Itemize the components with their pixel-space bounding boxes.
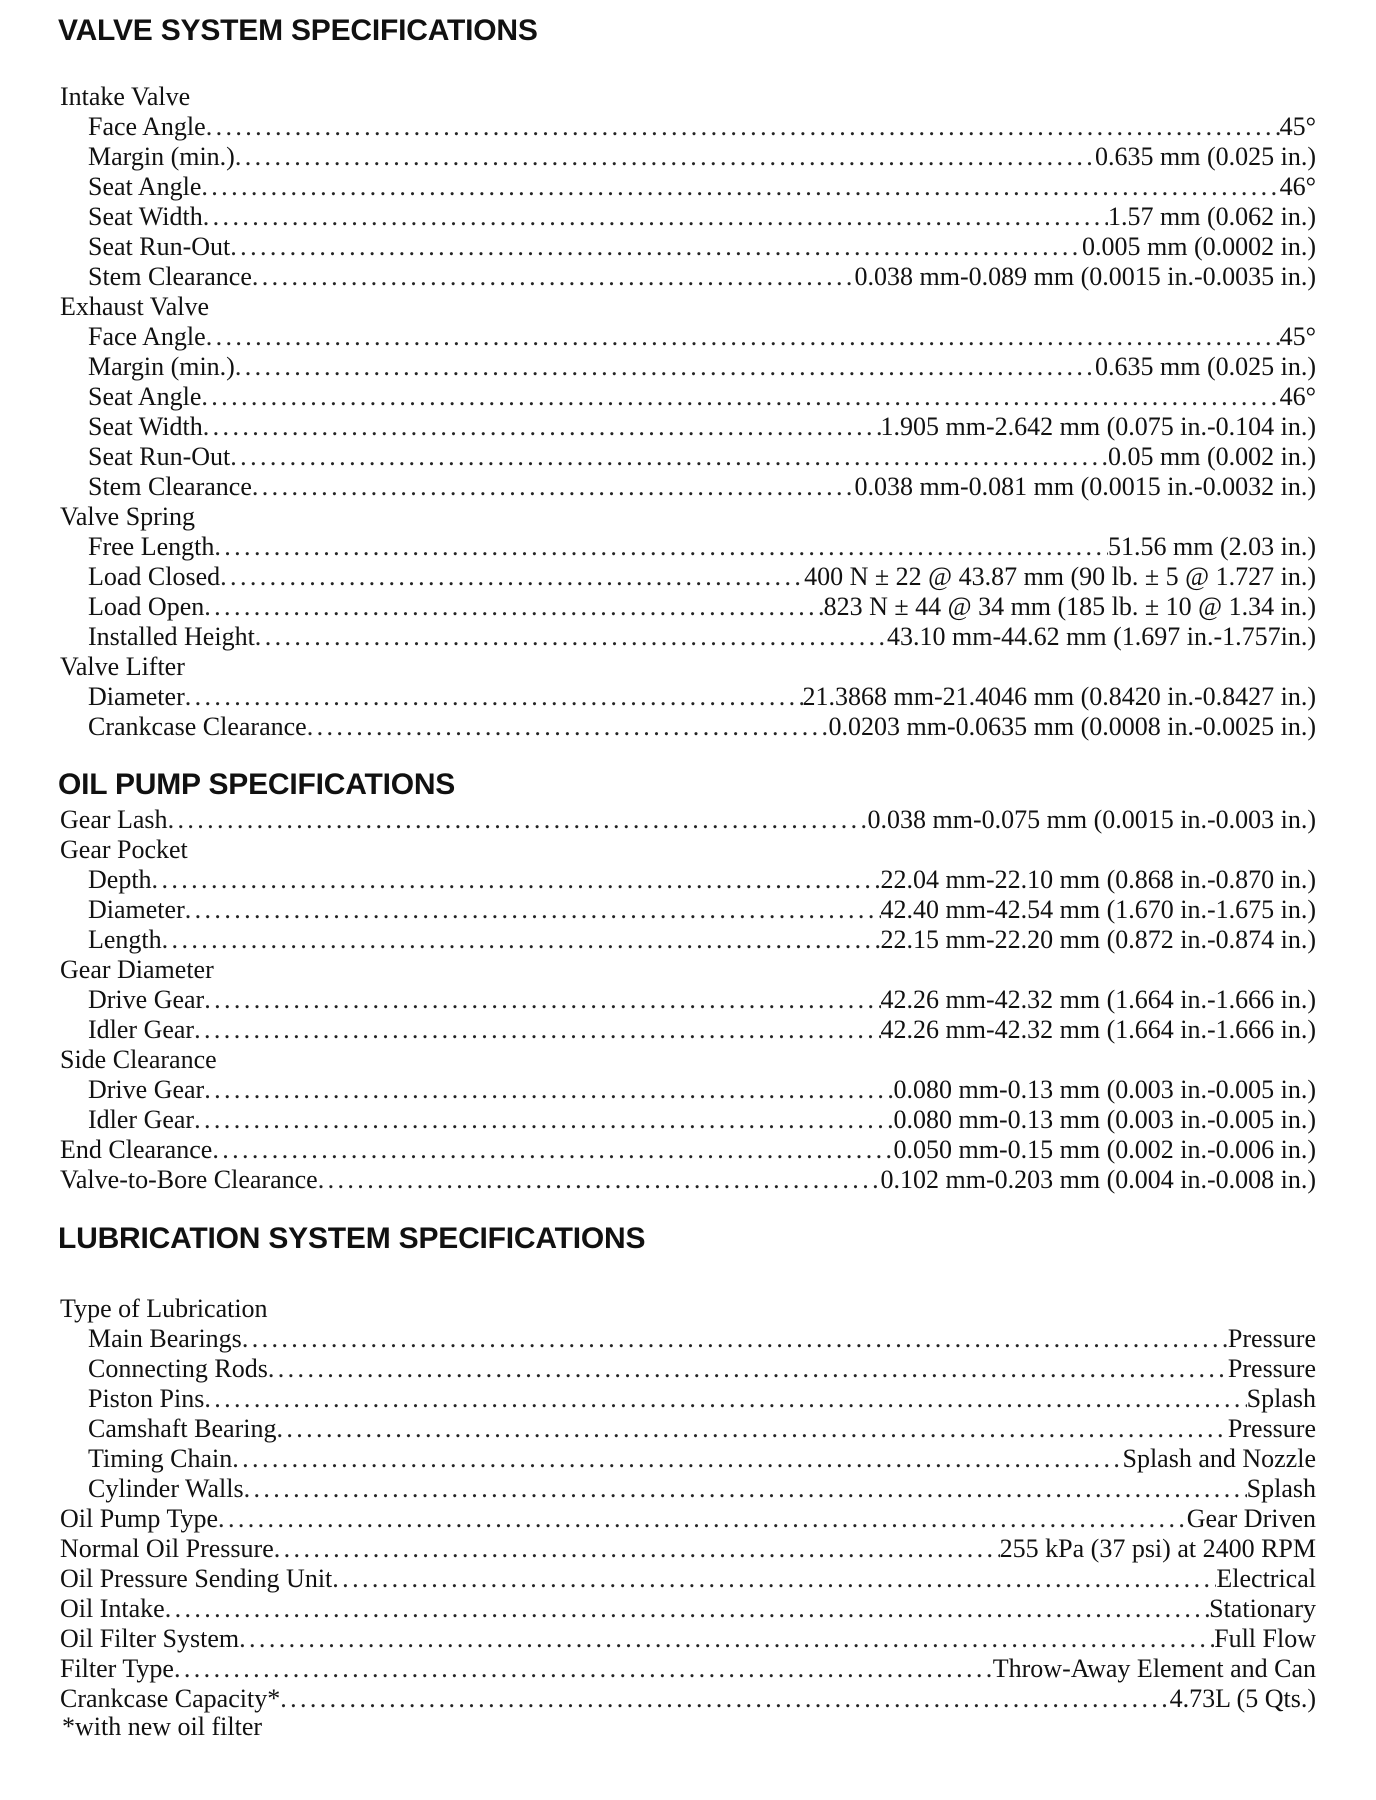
dot-leader [230,442,1108,472]
spec-label: Gear Pocket [60,835,188,864]
dot-leader [239,1624,1214,1654]
spec-row [60,895,1316,925]
dot-leader [244,1474,1247,1504]
spec-label: Stem Clearance [88,262,252,291]
spec-label: Seat Run-Out [88,442,231,471]
dot-leader [220,562,804,592]
spec-label: Camshaft Bearing [88,1414,277,1443]
dot-leader [185,895,881,925]
spec-label: Filter Type [60,1654,174,1683]
dot-leader [204,1384,1246,1414]
spec-group-header [60,502,1316,532]
spec-value: Full Flow [1214,1624,1316,1653]
dot-leader [201,172,1279,202]
spec-value: 0.0203 mm-0.0635 mm (0.0008 in.-0.0025 in.) [828,712,1316,741]
dot-leader [242,1324,1228,1354]
spec-row [60,1324,1316,1354]
spec-label: Type of Lubrication [60,1294,268,1323]
spec-label: Seat Width [88,202,203,231]
spec-label: Seat Angle [88,382,202,411]
spec-label: Main Bearings [88,1324,242,1353]
spec-label: Seat Width [88,412,203,441]
spec-value: 823 N ± 44 @ 34 mm (185 lb. ± 10 @ 1.34 in.) [823,592,1316,621]
spec-row [60,805,1316,835]
spec-value: 0.080 mm-0.13 mm (0.003 in.-0.005 in.) [893,1075,1316,1104]
spec-label: Side Clearance [60,1045,217,1074]
spec-row [60,682,1316,712]
spec-label: Oil Pressure Sending Unit [60,1564,333,1593]
dot-leader [274,1534,1000,1564]
dot-leader [235,352,1095,382]
spec-group-header [60,1045,1316,1075]
spec-group-header [60,292,1316,322]
spec-row [60,1075,1316,1105]
spec-value: 43.10 mm-44.62 mm (1.697 in.-1.757in.) [887,622,1316,651]
spec-row [60,1504,1316,1534]
spec-row [60,865,1316,895]
spec-row [60,1534,1316,1564]
spec-label: Diameter [88,682,185,711]
spec-label: Valve Spring [60,502,196,531]
spec-value: 0.05 mm (0.002 in.) [1108,442,1316,471]
dot-leader [280,1684,1169,1714]
spec-row [60,1414,1316,1444]
spec-value: 400 N ± 22 @ 43.87 mm (90 lb. ± 5 @ 1.727 in.) [804,562,1316,591]
spec-row [60,142,1316,172]
spec-label: Valve Lifter [60,652,185,681]
spec-value: Splash [1246,1474,1316,1503]
dot-leader [203,202,1108,232]
spec-row [60,1474,1316,1504]
dot-leader [255,622,887,652]
spec-label: Gear Diameter [60,955,214,984]
spec-label: Seat Angle [88,172,202,201]
spec-label: Valve-to-Bore Clearance [60,1165,318,1194]
dot-leader [232,1444,1122,1474]
dot-leader [165,1594,1209,1624]
spec-value: 22.04 mm-22.10 mm (0.868 in.-0.870 in.) [880,865,1316,894]
spec-label: Intake Valve [60,82,191,111]
spec-value: 22.15 mm-22.20 mm (0.872 in.-0.874 in.) [880,925,1316,954]
spec-label: Timing Chain [88,1444,233,1473]
spec-label: Exhaust Valve [60,292,209,321]
spec-row [60,562,1316,592]
spec-value: Pressure [1227,1354,1316,1383]
spec-row [60,1444,1316,1474]
dot-leader [185,682,803,712]
dot-leader [268,1354,1228,1384]
spec-row [60,1105,1316,1135]
dot-leader [307,712,829,742]
spec-value: Splash and Nozzle [1122,1444,1316,1473]
spec-label: Free Length [88,532,215,561]
dot-leader [204,985,880,1015]
spec-row [60,232,1316,262]
spec-label: Connecting Rods [88,1354,268,1383]
spec-row [60,262,1316,292]
spec-row [60,1684,1316,1714]
spec-label: Face Angle [88,322,206,351]
spec-label: Depth [88,865,152,894]
spec-label: Oil Filter System [60,1624,240,1653]
footnote: *with new oil filter [62,1712,263,1741]
spec-label: Crankcase Clearance [88,712,307,741]
spec-group-header [60,1294,1316,1324]
spec-row [60,592,1316,622]
spec-label: Gear Lash [60,805,168,834]
spec-label: Piston Pins [88,1384,205,1413]
dot-leader [252,472,855,502]
spec-value: 0.080 mm-0.13 mm (0.003 in.-0.005 in.) [893,1105,1316,1134]
spec-value: 0.038 mm-0.081 mm (0.0015 in.-0.0032 in.) [854,472,1316,501]
dot-leader [235,142,1095,172]
spec-row [60,1564,1316,1594]
spec-group-header [60,652,1316,682]
dot-leader [194,1105,893,1135]
spec-row [60,1135,1316,1165]
spec-label: Drive Gear [88,1075,205,1104]
spec-value: Gear Driven [1186,1504,1316,1533]
valve-section-title: VALVE SYSTEM SPECIFICATIONS [58,14,538,47]
spec-row [60,1594,1316,1624]
spec-value: Pressure [1227,1324,1316,1353]
dot-leader [214,532,1108,562]
lubrication-section-title: LUBRICATION SYSTEM SPECIFICATIONS [58,1222,646,1255]
spec-value: 0.635 mm (0.025 in.) [1095,352,1316,381]
spec-label: Diameter [88,895,185,924]
spec-row [60,442,1316,472]
spec-value: 0.635 mm (0.025 in.) [1095,142,1316,171]
spec-label: Installed Height [88,622,255,651]
spec-label: Crankcase Capacity* [60,1684,281,1713]
dot-leader [152,865,881,895]
spec-value: 45° [1279,112,1316,141]
spec-value: 46° [1279,172,1316,201]
spec-value: Electrical [1216,1564,1316,1593]
spec-value: 42.26 mm-42.32 mm (1.664 in.-1.666 in.) [880,1015,1316,1044]
spec-row [60,1354,1316,1384]
spec-label: Idler Gear [88,1105,195,1134]
spec-value: 46° [1279,382,1316,411]
spec-row [60,412,1316,442]
spec-label: Oil Pump Type [60,1504,219,1533]
spec-row [60,1015,1316,1045]
spec-row [60,712,1316,742]
spec-value: 0.038 mm-0.089 mm (0.0015 in.-0.0035 in.) [854,262,1316,291]
spec-value: Throw-Away Element and Can [992,1654,1316,1683]
dot-leader [201,382,1279,412]
spec-label: Load Open [88,592,205,621]
spec-row [60,925,1316,955]
spec-label: End Clearance [60,1135,213,1164]
spec-value: 1.57 mm (0.062 in.) [1108,202,1316,231]
dot-leader [204,1075,893,1105]
spec-value: 0.050 mm-0.15 mm (0.002 in.-0.006 in.) [893,1135,1316,1164]
lubrication-spec-list [60,1294,1316,1714]
spec-value: 1.905 mm-2.642 mm (0.075 in.-0.104 in.) [880,412,1316,441]
dot-leader [206,322,1280,352]
spec-value: 4.73L (5 Qts.) [1169,1684,1316,1713]
spec-group-header [60,82,1316,112]
spec-label: Seat Run-Out [88,232,231,261]
spec-value: 255 kPa (37 psi) at 2400 RPM [999,1534,1316,1563]
spec-value: Pressure [1227,1414,1316,1443]
spec-label: Normal Oil Pressure [60,1534,274,1563]
dot-leader [162,925,881,955]
spec-value: 0.005 mm (0.0002 in.) [1082,232,1316,261]
oil-pump-spec-list [60,805,1316,1195]
dot-leader [230,232,1082,262]
spec-value: 45° [1279,322,1316,351]
spec-label: Stem Clearance [88,472,252,501]
spec-row [60,472,1316,502]
dot-leader [204,592,823,622]
spec-group-header [60,835,1316,865]
dot-leader [174,1654,993,1684]
dot-leader [218,1504,1187,1534]
dot-leader [332,1564,1216,1594]
spec-label: Cylinder Walls [88,1474,244,1503]
spec-row [60,1165,1316,1195]
dot-leader [168,805,868,835]
spec-row [60,622,1316,652]
valve-spec-list [60,82,1316,742]
spec-row [60,985,1316,1015]
spec-row [60,532,1316,562]
spec-row [60,382,1316,412]
dot-leader [194,1015,880,1045]
spec-label: Margin (min.) [88,352,235,381]
oil-pump-section-title: OIL PUMP SPECIFICATIONS [58,768,456,801]
spec-row [60,202,1316,232]
dot-leader [203,412,881,442]
spec-label: Length [88,925,162,954]
spec-value: 42.26 mm-42.32 mm (1.664 in.-1.666 in.) [880,985,1316,1014]
dot-leader [212,1135,893,1165]
dot-leader [206,112,1280,142]
spec-label: Load Closed [88,562,221,591]
spec-label: Oil Intake [60,1594,165,1623]
spec-row [60,1624,1316,1654]
spec-value: 0.038 mm-0.075 mm (0.0015 in.-0.003 in.) [867,805,1316,834]
spec-row [60,112,1316,142]
spec-value: 0.102 mm-0.203 mm (0.004 in.-0.008 in.) [880,1165,1316,1194]
spec-row [60,322,1316,352]
spec-row [60,1654,1316,1684]
spec-row [60,172,1316,202]
spec-value: Stationary [1209,1594,1316,1623]
spec-value: Splash [1246,1384,1316,1413]
spec-row [60,352,1316,382]
spec-value: 42.40 mm-42.54 mm (1.670 in.-1.675 in.) [880,895,1316,924]
dot-leader [318,1165,881,1195]
spec-label: Face Angle [88,112,206,141]
dot-leader [252,262,855,292]
spec-label: Margin (min.) [88,142,235,171]
spec-label: Idler Gear [88,1015,195,1044]
spec-group-header [60,955,1316,985]
spec-row [60,1384,1316,1414]
spec-label: Drive Gear [88,985,205,1014]
spec-value: 51.56 mm (2.03 in.) [1108,532,1316,561]
spec-value: 21.3868 mm-21.4046 mm (0.8420 in.-0.8427 in.) [802,682,1316,711]
dot-leader [276,1414,1227,1444]
